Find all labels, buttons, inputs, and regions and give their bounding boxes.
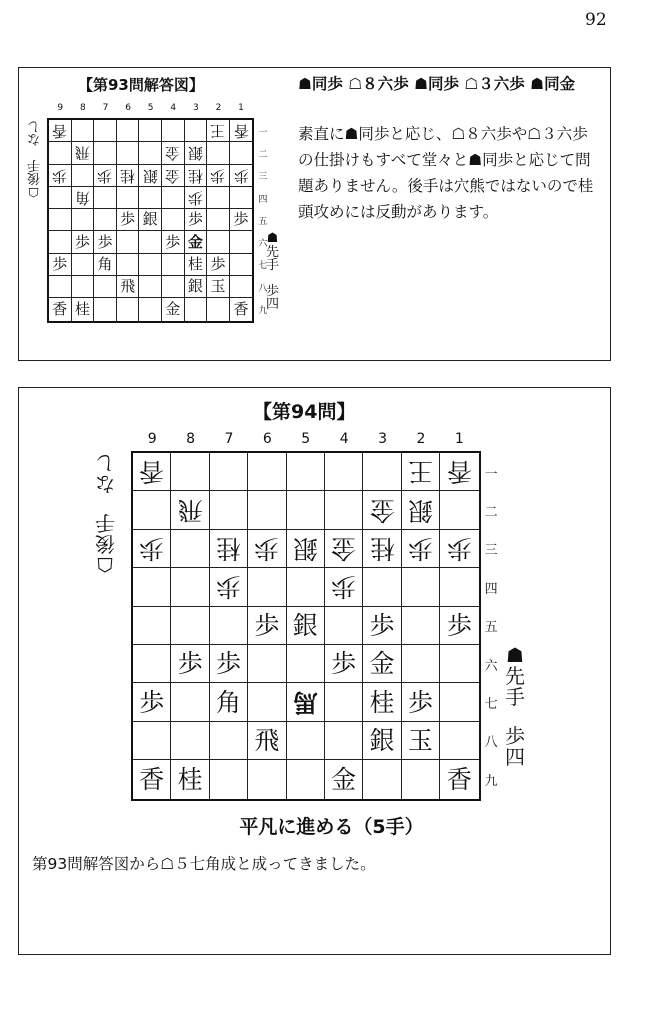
board2-square-4-3 (325, 530, 363, 568)
board2-square-3-1 (363, 453, 401, 491)
shogi-piece: 金 (165, 300, 181, 319)
rank-label: 五 (258, 216, 268, 227)
file-label: 2 (416, 431, 426, 447)
file-label: 9 (147, 431, 157, 447)
board1-square-2-1 (207, 120, 230, 142)
board2-square-1-8 (440, 722, 478, 760)
shogi-piece: 歩 (139, 687, 165, 717)
board2-square-9-1 (133, 453, 171, 491)
file-label: 6 (125, 103, 131, 113)
board2-square-2-3 (402, 530, 440, 568)
board2-square-3-9 (363, 760, 401, 798)
shogi-piece: 香 (446, 457, 472, 487)
board2-square-6-1 (248, 453, 286, 491)
board1-square-7-2 (94, 142, 117, 164)
rank-label: 九 (258, 306, 268, 317)
shogi-piece: 歩 (407, 533, 433, 563)
board2-square-4-8 (325, 722, 363, 760)
file-label: 2 (215, 103, 222, 113)
shogi-piece: 金 (369, 495, 395, 525)
board1-square-8-4 (72, 187, 95, 209)
problem-94-commentary: 第93問解答図から☖５七角成と成ってきました。 (32, 855, 376, 873)
answer-moves: ☗同歩 ☖８六歩 ☗同歩 ☖３六歩 ☗同金 (298, 75, 576, 93)
board1-square-1-7 (230, 254, 253, 276)
board1-square-5-4 (139, 187, 162, 209)
shogi-piece: 歩 (215, 572, 241, 602)
board2-square-1-3 (440, 530, 478, 568)
board2-square-5-6 (287, 645, 325, 683)
board2-square-7-7 (210, 683, 248, 721)
shogi-piece: 歩 (210, 166, 226, 185)
diagram1-board (47, 118, 254, 323)
shogi-piece: 歩 (52, 254, 68, 273)
board2-square-7-5 (210, 607, 248, 645)
board1-square-9-4 (49, 187, 72, 209)
board2-square-8-4 (171, 568, 209, 606)
board2-square-8-2 (171, 491, 209, 529)
shogi-piece: 角 (97, 254, 113, 273)
shogi-piece: 歩 (177, 649, 203, 679)
file-label: 5 (147, 103, 154, 113)
board2-square-5-5 (287, 607, 325, 645)
board1-square-6-3 (117, 165, 140, 187)
board2-square-4-6 (325, 645, 363, 683)
board2-square-4-1 (325, 453, 363, 491)
board1-square-2-7 (207, 254, 230, 276)
rank-label: 一 (258, 127, 268, 138)
board1-square-1-4 (230, 187, 253, 209)
board1-square-5-9 (139, 298, 162, 320)
board2-square-6-9 (248, 760, 286, 798)
rank-label: 五 (484, 620, 498, 636)
board2-square-2-5 (402, 607, 440, 645)
rank-label: 一 (484, 466, 498, 482)
board2-square-5-2 (287, 491, 325, 529)
shogi-piece: 桂 (74, 300, 90, 319)
shogi-piece: 飛 (254, 725, 280, 755)
board1-square-9-8 (49, 276, 72, 298)
board2-square-3-3 (363, 530, 401, 568)
shogi-piece: 桂 (187, 166, 203, 185)
diagram1-file-labels (49, 103, 252, 113)
board2-square-5-9 (287, 760, 325, 798)
board1-square-7-1 (94, 120, 117, 142)
board1-square-6-5 (117, 209, 140, 231)
diagram1-title: 【第93問解答図】 (78, 76, 204, 94)
board1-square-4-2 (162, 142, 185, 164)
board2-square-6-4 (248, 568, 286, 606)
rank-label: 二 (484, 505, 498, 521)
rank-label: 七 (484, 697, 498, 713)
shogi-piece: 桂 (215, 533, 241, 563)
shogi-piece: 歩 (369, 610, 395, 640)
board1-square-7-3 (94, 165, 117, 187)
board1-square-8-1 (72, 120, 95, 142)
shogi-piece: 歩 (120, 210, 136, 229)
shogi-piece: 歩 (233, 210, 249, 229)
shogi-piece: 銀 (187, 144, 203, 163)
shogi-piece: 金 (165, 144, 181, 163)
board1-square-6-8 (117, 276, 140, 298)
board1-square-8-5 (72, 209, 95, 231)
shogi-piece: 銀 (407, 495, 433, 525)
board2-square-3-8 (363, 722, 401, 760)
shogi-piece: 角 (215, 687, 241, 717)
shogi-piece: 桂 (369, 533, 395, 563)
board2-square-2-2 (402, 491, 440, 529)
board1-square-3-3 (185, 165, 208, 187)
shogi-piece: 桂 (369, 687, 395, 717)
problem-94-subtitle: 平凡に進める（5手） (239, 816, 424, 838)
board1-square-2-3 (207, 165, 230, 187)
board2-square-5-7 (287, 683, 325, 721)
board1-square-9-7 (49, 254, 72, 276)
board2-square-1-5 (440, 607, 478, 645)
shogi-piece: 歩 (254, 533, 280, 563)
shogi-piece: 王 (210, 122, 226, 141)
board2-square-3-6 (363, 645, 401, 683)
file-label: 6 (262, 431, 272, 447)
board1-square-8-2 (72, 142, 95, 164)
shogi-piece: 銀 (142, 166, 158, 185)
board2-square-7-9 (210, 760, 248, 798)
shogi-piece: 歩 (52, 166, 68, 185)
file-label: 9 (57, 103, 64, 113)
board2-square-9-8 (133, 722, 171, 760)
shogi-piece: 金 (165, 166, 181, 185)
file-label: 3 (192, 103, 199, 113)
shogi-piece: 桂 (177, 764, 203, 794)
board1-square-8-7 (72, 254, 95, 276)
board1-square-7-8 (94, 276, 117, 298)
shogi-piece: 歩 (97, 166, 113, 185)
shogi-piece: 歩 (139, 533, 165, 563)
board1-square-1-3 (230, 165, 253, 187)
board1-square-9-1 (49, 120, 72, 142)
board1-square-2-2 (207, 142, 230, 164)
board1-square-1-8 (230, 276, 253, 298)
answer-commentary: 素直に☗同歩と応じ、☖８六歩や☖３六歩の仕掛けもすべて堂々と☗同歩と応じて問題ありません。後手は穴熊ではないので桂頭攻めには反動があります。 (298, 125, 594, 221)
board1-square-6-6 (117, 231, 140, 253)
board2-square-2-8 (402, 722, 440, 760)
board1-square-5-1 (139, 120, 162, 142)
board1-square-4-7 (162, 254, 185, 276)
shogi-piece: 金 (331, 764, 357, 794)
rank-label: 六 (484, 658, 498, 674)
shogi-piece: 歩 (74, 232, 90, 251)
board1-square-5-5 (139, 209, 162, 231)
board2-square-3-4 (363, 568, 401, 606)
shogi-piece: 歩 (331, 572, 357, 602)
board2-square-1-9 (440, 760, 478, 798)
shogi-piece: 歩 (331, 649, 357, 679)
board2-square-1-7 (440, 683, 478, 721)
board2-square-6-6 (248, 645, 286, 683)
rank-label: 七 (258, 261, 268, 272)
rank-label: 三 (258, 172, 268, 183)
board2-square-9-4 (133, 568, 171, 606)
board1-square-9-3 (49, 165, 72, 187)
board2-square-8-8 (171, 722, 209, 760)
board1-square-4-8 (162, 276, 185, 298)
board2-square-4-2 (325, 491, 363, 529)
file-label: 7 (102, 103, 109, 113)
board1-square-3-1 (185, 120, 208, 142)
board2-square-8-6 (171, 645, 209, 683)
board1-square-4-5 (162, 209, 185, 231)
board1-square-1-6 (230, 231, 253, 253)
board2-square-2-6 (402, 645, 440, 683)
board1-square-1-1 (230, 120, 253, 142)
shogi-piece: 玉 (407, 725, 433, 755)
board2-square-7-1 (210, 453, 248, 491)
shogi-piece: 歩 (446, 533, 472, 563)
board2-square-2-9 (402, 760, 440, 798)
shogi-piece: 香 (52, 122, 68, 141)
shogi-piece: 桂 (187, 254, 203, 273)
board2-square-6-8 (248, 722, 286, 760)
board2-square-8-7 (171, 683, 209, 721)
board2-square-5-8 (287, 722, 325, 760)
shogi-piece: 歩 (97, 232, 113, 251)
rank-label: 六 (258, 239, 268, 250)
board2-square-5-4 (287, 568, 325, 606)
board1-square-9-5 (49, 209, 72, 231)
shogi-piece: 飛 (177, 495, 203, 525)
diagram2-gote-hand: ☖ 後 手 な し (95, 451, 115, 577)
diagram2-rank-labels (485, 453, 498, 799)
board2-square-3-5 (363, 607, 401, 645)
page-number: 92 (585, 10, 607, 30)
board1-square-1-2 (230, 142, 253, 164)
shogi-piece: 香 (52, 300, 68, 319)
board1-square-4-6 (162, 231, 185, 253)
board1-square-4-3 (162, 165, 185, 187)
board2-square-4-7 (325, 683, 363, 721)
file-label: 4 (170, 103, 177, 113)
shogi-piece: 歩 (446, 610, 472, 640)
shogi-piece: 金 (369, 649, 395, 679)
shogi-piece: 銀 (369, 725, 395, 755)
board2-square-8-1 (171, 453, 209, 491)
shogi-piece: 玉 (210, 277, 226, 296)
shogi-piece: 金 (331, 533, 357, 563)
board1-square-6-7 (117, 254, 140, 276)
shogi-piece: 銀 (142, 210, 158, 229)
board1-square-1-5 (230, 209, 253, 231)
shogi-piece: 香 (233, 300, 249, 319)
shogi-piece: 角 (74, 189, 90, 208)
board2-square-4-4 (325, 568, 363, 606)
rank-label: 二 (258, 149, 268, 160)
board1-square-3-9 (185, 298, 208, 320)
rank-label: 八 (484, 735, 498, 751)
diagram1-sente-hand: ☗ 先 手 歩 四 (266, 231, 280, 313)
rank-label: 八 (258, 283, 268, 294)
board1-square-2-6 (207, 231, 230, 253)
board1-square-6-1 (117, 120, 140, 142)
file-label: 1 (238, 103, 244, 113)
board1-square-3-6 (185, 231, 208, 253)
board1-square-5-3 (139, 165, 162, 187)
board1-square-4-9 (162, 298, 185, 320)
shogi-piece: 歩 (187, 189, 203, 208)
file-label: 8 (80, 103, 86, 113)
board2-square-9-9 (133, 760, 171, 798)
board2-square-1-1 (440, 453, 478, 491)
board1-square-2-4 (207, 187, 230, 209)
board1-square-5-6 (139, 231, 162, 253)
file-label: 4 (339, 431, 349, 447)
board1-square-7-9 (94, 298, 117, 320)
board2-square-9-6 (133, 645, 171, 683)
board1-square-7-5 (94, 209, 117, 231)
shogi-piece: 歩 (254, 610, 280, 640)
shogi-piece: 飛 (120, 277, 136, 296)
board1-square-5-2 (139, 142, 162, 164)
board2-square-1-2 (440, 491, 478, 529)
board2-square-1-4 (440, 568, 478, 606)
board1-square-8-6 (72, 231, 95, 253)
board2-square-8-3 (171, 530, 209, 568)
board1-square-3-8 (185, 276, 208, 298)
board2-square-7-8 (210, 722, 248, 760)
board2-square-7-2 (210, 491, 248, 529)
board1-square-2-8 (207, 276, 230, 298)
board2-square-6-5 (248, 607, 286, 645)
board2-square-2-4 (402, 568, 440, 606)
board2-square-9-5 (133, 607, 171, 645)
board2-square-8-5 (171, 607, 209, 645)
file-label: 7 (224, 431, 234, 447)
board2-square-3-2 (363, 491, 401, 529)
board2-square-7-6 (210, 645, 248, 683)
shogi-piece: 王 (407, 457, 433, 487)
board2-square-9-3 (133, 530, 171, 568)
board2-square-5-1 (287, 453, 325, 491)
board1-square-7-6 (94, 231, 117, 253)
board1-square-6-2 (117, 142, 140, 164)
file-label: 8 (186, 431, 196, 447)
board1-square-8-3 (72, 165, 95, 187)
board2-square-9-7 (133, 683, 171, 721)
board1-square-5-7 (139, 254, 162, 276)
board1-square-4-1 (162, 120, 185, 142)
diagram1-gote-hand: ☖ 後 手 な し (27, 117, 41, 199)
board1-square-7-4 (94, 187, 117, 209)
shogi-piece: 金 (187, 232, 203, 251)
board1-square-7-7 (94, 254, 117, 276)
shogi-piece: 銀 (292, 610, 318, 640)
file-label: 1 (454, 431, 464, 447)
file-label: 3 (378, 431, 387, 447)
shogi-piece: 香 (139, 457, 165, 487)
board1-square-3-7 (185, 254, 208, 276)
shogi-piece: 歩 (187, 210, 203, 229)
board1-square-3-5 (185, 209, 208, 231)
shogi-piece: 歩 (210, 254, 226, 273)
board1-square-2-5 (207, 209, 230, 231)
board1-square-8-8 (72, 276, 95, 298)
board1-square-1-9 (230, 298, 253, 320)
board2-square-7-4 (210, 568, 248, 606)
board1-square-5-8 (139, 276, 162, 298)
file-label: 5 (301, 431, 311, 447)
shogi-piece: 歩 (165, 232, 181, 251)
rank-label: 四 (258, 194, 268, 205)
board1-square-3-2 (185, 142, 208, 164)
board1-square-9-6 (49, 231, 72, 253)
board2-square-3-7 (363, 683, 401, 721)
shogi-piece: 飛 (74, 144, 90, 163)
shogi-piece: 銀 (292, 533, 318, 563)
board2-square-8-9 (171, 760, 209, 798)
shogi-piece: 桂 (120, 166, 136, 185)
board2-square-1-6 (440, 645, 478, 683)
board1-square-2-9 (207, 298, 230, 320)
shogi-piece: 香 (233, 122, 249, 141)
diagram2-board (131, 451, 481, 801)
board1-square-6-4 (117, 187, 140, 209)
board2-square-9-2 (133, 491, 171, 529)
rank-label: 九 (484, 773, 498, 789)
shogi-piece: 歩 (407, 687, 433, 717)
board2-square-4-5 (325, 607, 363, 645)
board1-square-6-9 (117, 298, 140, 320)
board1-square-9-9 (49, 298, 72, 320)
shogi-piece: 歩 (215, 649, 241, 679)
rank-label: 三 (484, 543, 498, 559)
board1-square-8-9 (72, 298, 95, 320)
board1-square-9-2 (49, 142, 72, 164)
shogi-piece: 歩 (233, 166, 249, 185)
board2-square-4-9 (325, 760, 363, 798)
board1-square-3-4 (185, 187, 208, 209)
board2-square-6-2 (248, 491, 286, 529)
board2-square-5-3 (287, 530, 325, 568)
shogi-piece: 銀 (187, 277, 203, 296)
diagram2-title: 【第94問】 (253, 401, 356, 423)
diagram2-sente-hand: ☗ 先 手 歩 四 (505, 643, 525, 769)
board2-square-2-1 (402, 453, 440, 491)
rank-label: 四 (484, 581, 498, 597)
shogi-piece: 香 (139, 764, 165, 794)
board2-square-6-7 (248, 683, 286, 721)
board2-square-2-7 (402, 683, 440, 721)
board2-square-6-3 (248, 530, 286, 568)
shogi-piece: 香 (446, 764, 472, 794)
diagram2-file-labels (133, 431, 479, 447)
shogi-piece: 馬 (292, 687, 318, 717)
board1-square-4-4 (162, 187, 185, 209)
board2-square-7-3 (210, 530, 248, 568)
